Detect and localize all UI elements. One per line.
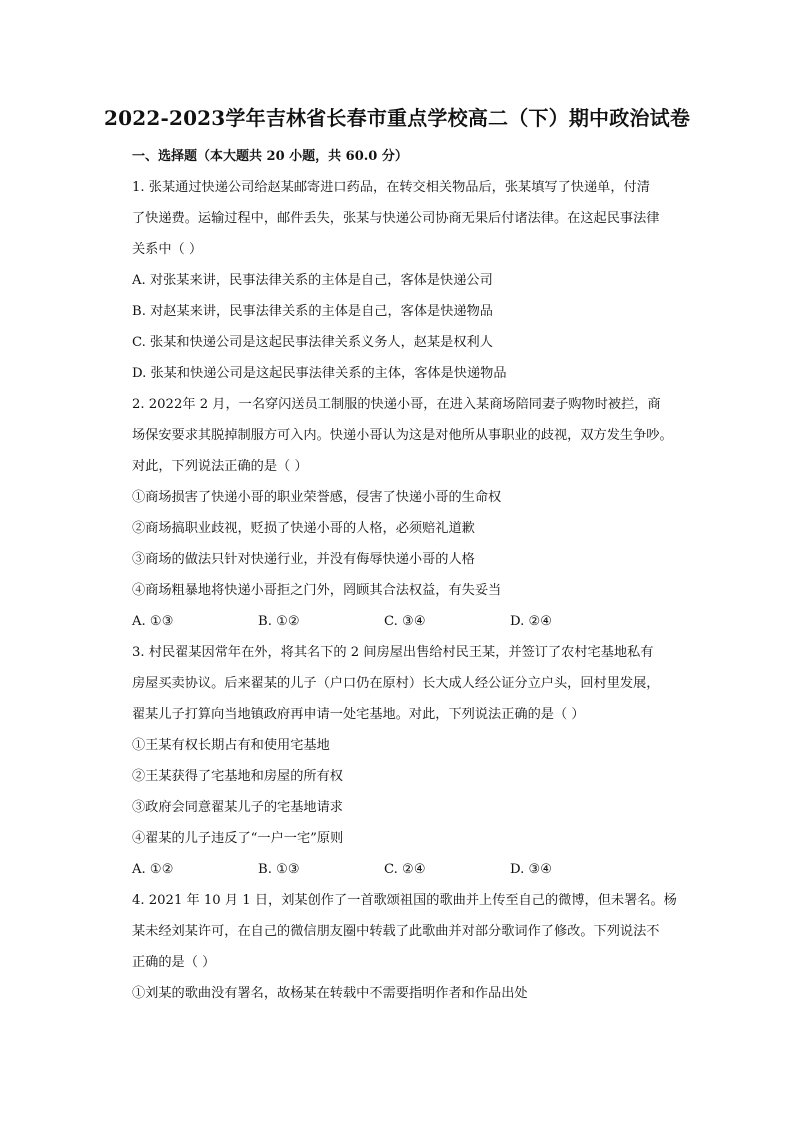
question-text-line: 某未经刘某许可，在自己的微信朋友圈中转载了此歌曲并对部分歌词作了修改。下列说法不: [132, 924, 660, 939]
option-c: C. ②④: [384, 862, 426, 877]
choice-a: A. 对张某来讲，民事法律关系的主体是自己，客体是快递公司: [132, 273, 493, 288]
statement-3: ③政府会同意翟某儿子的宅基地请求: [132, 800, 343, 815]
question-text-line: 翟某儿子打算向当地镇政府再申请一处宅基地。对此，下列说法正确的是（ ）: [132, 707, 585, 722]
statement-2: ②王某获得了宅基地和房屋的所有权: [132, 769, 343, 784]
option-c: C. ③④: [384, 614, 426, 629]
section-heading: 一、选择题（本大题共 20 小题，共 60.0 分）: [132, 149, 408, 164]
exam-title: 2022-2023学年吉林省长春市重点学校高二（下）期中政治试卷: [103, 106, 691, 130]
option-a: A. ①②: [132, 862, 174, 877]
statement-1: ①刘某的歌曲没有署名，故杨某在转载中不需要指明作者和作品出处: [132, 986, 528, 1001]
question-text-line: 对此，下列说法正确的是（ ）: [132, 459, 308, 474]
choice-c: C. 张某和快递公司是这起民事法律关系义务人，赵某是权利人: [132, 335, 493, 350]
question-3: [132, 637, 712, 885]
choice-d: D. 张某和快递公司是这起民事法律关系的主体，客体是快递物品: [132, 366, 507, 381]
question-2: [132, 389, 712, 637]
statement-1: ①王某有权长期占有和使用宅基地: [132, 738, 330, 753]
question-text-line: 4. 2021 年 10 月 1 日，刘某创作了一首歌颂祖国的歌曲并上传至自己的微博，但未署名。杨: [132, 893, 677, 908]
question-text-line: 2. 2022年 2 月，一名穿闪送员工制服的快递小哥，在进入某商场陪同妻子购物时被拦，商: [132, 397, 661, 412]
option-a: A. ①③: [132, 614, 174, 629]
question-4: [132, 885, 712, 1009]
question-text-line: 1. 张某通过快递公司给赵某邮寄进口药品，在转交相关物品后，张某填写了快递单，付清: [132, 180, 650, 195]
answer-options: [132, 854, 712, 885]
choice-b: B. 对赵某来讲，民事法律关系的主体是自己，客体是快递物品: [132, 304, 493, 319]
statement-2: ②商场搞职业歧视，贬损了快递小哥的人格，必须赔礼道歉: [132, 521, 475, 536]
answer-options: [132, 606, 712, 637]
question-text-line: 正确的是（ ）: [132, 955, 216, 970]
questions: [132, 172, 712, 1009]
statement-4: ④商场粗暴地将快递小哥拒之门外，罔顾其合法权益，有失妥当: [132, 583, 502, 598]
question-text-line: 3. 村民翟某因常年在外，将其名下的 2 间房屋出售给村民王某，并签订了农村宅基地私有: [132, 645, 654, 660]
option-d: D. ②④: [510, 614, 553, 629]
statement-3: ③商场的做法只针对快递行业，并没有侮辱快递小哥的人格: [132, 552, 475, 567]
option-b: B. ①②: [258, 614, 300, 629]
question-text-line: 房屋买卖协议。后来翟某的儿子（户口仍在原村）长大成人经公证分立户头，回村里发展，: [132, 676, 660, 691]
question-text-line: 了快递费。运输过程中，邮件丢失，张某与快递公司协商无果后付诸法律。在这起民事法律: [132, 211, 660, 226]
option-d: D. ③④: [510, 862, 553, 877]
option-b: B. ①③: [258, 862, 300, 877]
question-text-line: 场保安要求其脱掉制服方可入内。快递小哥认为这是对他所从事职业的歧视，双方发生争吵。: [132, 428, 673, 443]
statement-1: ①商场损害了快递小哥的职业荣誉感，侵害了快递小哥的生命权: [132, 490, 502, 505]
question-text-line: 关系中（ ）: [132, 242, 203, 257]
statement-4: ④翟某的儿子违反了“一户一宅”原则: [132, 831, 344, 846]
question-1: [132, 172, 712, 389]
